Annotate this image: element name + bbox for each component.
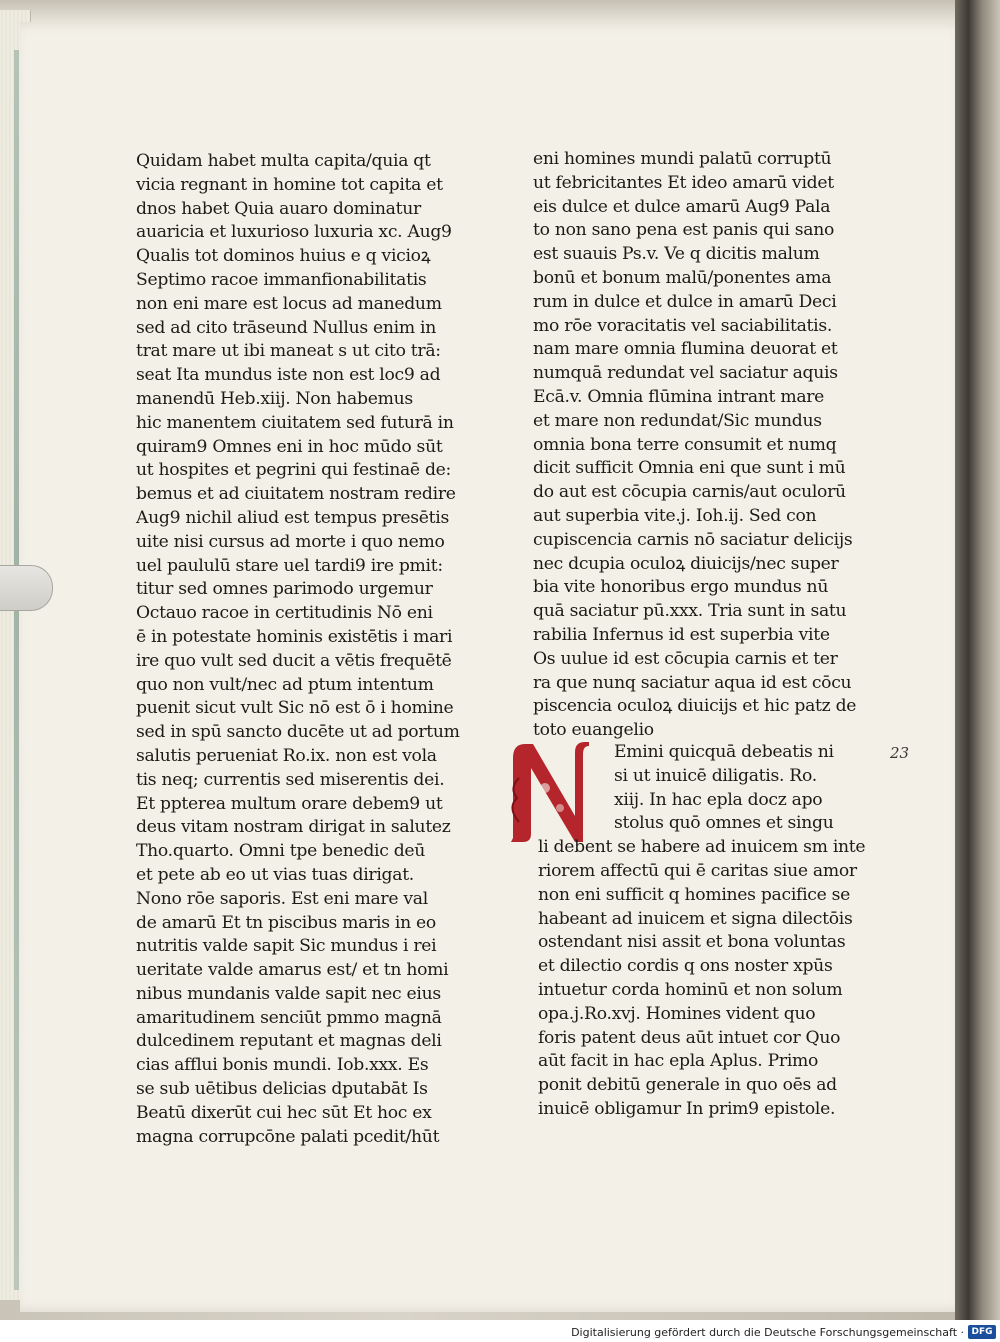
- text-line: vicia regnant in homine tot capita et: [136, 174, 443, 195]
- text-line: quo non vult/nec ad ptum intentum: [136, 674, 434, 695]
- text-line: dicit sufficit Omnia eni que sunt i mū: [533, 458, 846, 479]
- text-line: deus vitam nostram dirigat in salutez: [136, 817, 451, 838]
- text-line: titur sed omnes parimodo urgemur: [136, 579, 433, 600]
- text-line: hic manentem ciuitatem sed futurā in: [136, 412, 454, 433]
- text-line: dnos habet Quia auaro dominatur: [136, 198, 421, 219]
- text-line: eni homines mundi palatū corruptū: [533, 149, 832, 169]
- text-line: nutritis valde sapit Sic mundus i rei: [136, 936, 437, 957]
- text-line: seat Ita mundus iste non est loc9 ad: [136, 365, 441, 386]
- text-line: foris patent deus aūt intuet cor Quo: [538, 1027, 841, 1048]
- text-line: trat mare ut ibi maneat s ut cito trā:: [136, 341, 441, 362]
- dfg-logo: DFG: [968, 1325, 996, 1339]
- text-line: do aut est cōcupia carnis/aut oculorū: [533, 482, 846, 503]
- text-line: opa.j.Ro.xvj. Homines vident quo: [538, 1003, 816, 1024]
- book-spine: [955, 0, 1000, 1320]
- footer-credit: Digitalisierung gefördert durch die Deutsche Forschungsgemeinschaft ·: [571, 1326, 964, 1339]
- text-line: ostendant nisi assit et bona voluntas: [538, 932, 846, 953]
- text-line: stolus quō omnes et singu: [614, 813, 834, 834]
- text-line: Quidam habet multa capita/quia qt: [136, 151, 431, 171]
- text-line: cupiscencia carnis nō saciatur delicijs: [533, 529, 853, 550]
- right-text-column-bottom: [538, 741, 866, 1122]
- text-line: rum in dulce et dulce in amarū Deci: [533, 291, 837, 312]
- text-line: bemus et ad ciuitatem nostram redire: [136, 484, 456, 505]
- text-line: xiij. In hac epla docz apo: [614, 789, 823, 810]
- text-line: nibus mundanis valde sapit nec eius: [136, 983, 441, 1004]
- text-line: Octauo racoe in certitudinis Nō eni: [136, 603, 433, 624]
- text-line: Ecā.v. Omnia flūmina intrant mare: [533, 386, 825, 407]
- text-line: ueritate valde amarus est/ et tn homi: [136, 960, 449, 981]
- text-line: ire quo vult sed ducit a vētis frequētē: [136, 650, 452, 671]
- text-line: riorem affectū qui ē caritas siue amor: [538, 860, 857, 881]
- text-line: aut superbia vite.j. Ioh.ij. Sed con: [533, 505, 817, 526]
- text-line: tis neq; currentis sed miserentis dei.: [136, 769, 445, 790]
- text-line: nam mare omnia flumina deuorat et: [533, 339, 838, 360]
- text-line: Os uulue id est cōcupia carnis et ter: [533, 648, 838, 669]
- text-line: to non sano pena est panis qui sano: [533, 220, 835, 241]
- text-line: puenit sicut vult Sic nō est ō i homine: [136, 698, 454, 719]
- page-clip: [0, 565, 53, 611]
- text-line: rabilia Infernus id est superbia vite: [533, 624, 830, 645]
- text-line: Nono rōe saporis. Est eni mare val: [136, 888, 428, 909]
- text-line: dulcedinem reputant et magnas deli: [136, 1031, 442, 1052]
- text-line: Qualis tot dominos huius e q vicioꝝ: [136, 246, 431, 267]
- text-line: salutis perueniat Ro.ix. non est vola: [136, 745, 437, 766]
- text-line: manendū Heb.xiij. Non habemus: [136, 388, 413, 409]
- text-line: est suauis Ps.v. Ve q dicitis malum: [533, 244, 820, 265]
- text-line: Tho.quarto. Omni tpe benedic deū: [136, 841, 426, 862]
- text-line: habeant ad inuicem et signa dilectōis: [538, 908, 853, 929]
- text-line: ra que nunq saciatur aqua id est cōcu: [533, 672, 852, 693]
- text-line: Emini quicquā debeatis ni: [614, 742, 834, 762]
- text-line: ē in potestate hominis existētis i mari: [136, 626, 453, 647]
- text-line: quā saciatur pū.xxx. Tria sunt in satu: [533, 601, 847, 622]
- text-line: Septimo racoe immanfionabilitatis: [136, 269, 427, 290]
- left-text-column: [136, 150, 466, 1149]
- text-line: bia vite honoribus ergo mundus nū: [533, 577, 829, 598]
- text-line: eis dulce et dulce amarū Aug9 Pala: [533, 196, 831, 217]
- text-line: piscencia oculoꝝ diuicijs et hic patz de: [533, 696, 857, 717]
- text-line: et pete ab eo ut vias tuas dirigat.: [136, 864, 414, 885]
- text-line: uel paululū stare uel tardi9 ire pmit:: [136, 555, 443, 576]
- text-line: mo rōe voracitatis vel saciabilitatis.: [533, 315, 833, 336]
- text-line: uite nisi cursus ad morte i quo nemo: [136, 531, 445, 552]
- page-edge-tint: [14, 50, 19, 1290]
- right-text-column-top: [533, 148, 857, 743]
- text-line: numquā redundat vel saciatur aquis: [533, 363, 838, 384]
- text-line: se sub uētibus delicias dputabāt Is: [136, 1079, 428, 1100]
- text-line: non eni sufficit q homines pacifice se: [538, 884, 851, 905]
- text-line: Beatū dixerūt cui hec sūt Et hoc ex: [136, 1102, 432, 1123]
- text-line: amaritudinem senciūt pmmo magnā: [136, 1007, 442, 1028]
- text-line: nec dcupia oculoꝝ diuicijs/nec super: [533, 553, 839, 574]
- text-line: quiram9 Omnes eni in hoc mūdo sūt: [136, 436, 443, 457]
- text-line: auaricia et luxurioso luxuria xc. Aug9: [136, 222, 452, 243]
- text-line: inuicē obligamur In prim9 epistole.: [538, 1098, 836, 1119]
- text-line: Et ppterea multum orare debem9 ut: [136, 793, 443, 814]
- text-line: ut hospites et pegrini qui festinaē de:: [136, 460, 452, 481]
- text-line: de amarū Et tn piscibus maris in eo: [136, 912, 436, 933]
- text-line: magna corrupcōne palati pcedit/hūt: [136, 1126, 440, 1147]
- text-line: sed ad cito trāseund Nullus enim in: [136, 317, 436, 338]
- text-line: et dilectio cordis q ons noster xpūs: [538, 956, 833, 977]
- text-line: cias afflui bonis mundi. Iob.xxx. Es: [136, 1055, 429, 1076]
- text-line: ponit debitū generale in quo oēs ad: [538, 1075, 837, 1096]
- text-line: aūt facit in hac epla Aplus. Primo: [538, 1051, 819, 1072]
- text-line: li debent se habere ad inuicem sm inte: [538, 837, 866, 858]
- text-line: bonū et bonum malū/ponentes ama: [533, 267, 832, 288]
- text-line: Aug9 nichil aliud est tempus presētis: [136, 507, 449, 528]
- top-page-edge: [0, 0, 960, 22]
- text-line: sed in spū sancto ducēte ut ad portum: [136, 722, 460, 743]
- text-line: intuetur corda hominū et non solum: [538, 979, 843, 1000]
- text-line: ut febricitantes Et ideo amarū videt: [533, 172, 834, 193]
- text-line: toto euangelio: [533, 720, 654, 741]
- text-line: omnia bona terre consumit et numq: [533, 434, 837, 455]
- margin-annotation: 23: [890, 744, 910, 762]
- text-line: et mare non redundat/Sic mundus: [533, 410, 822, 431]
- text-line: si ut inuicē diligatis. Ro.: [614, 765, 817, 786]
- text-line: non eni mare est locus ad manedum: [136, 293, 442, 314]
